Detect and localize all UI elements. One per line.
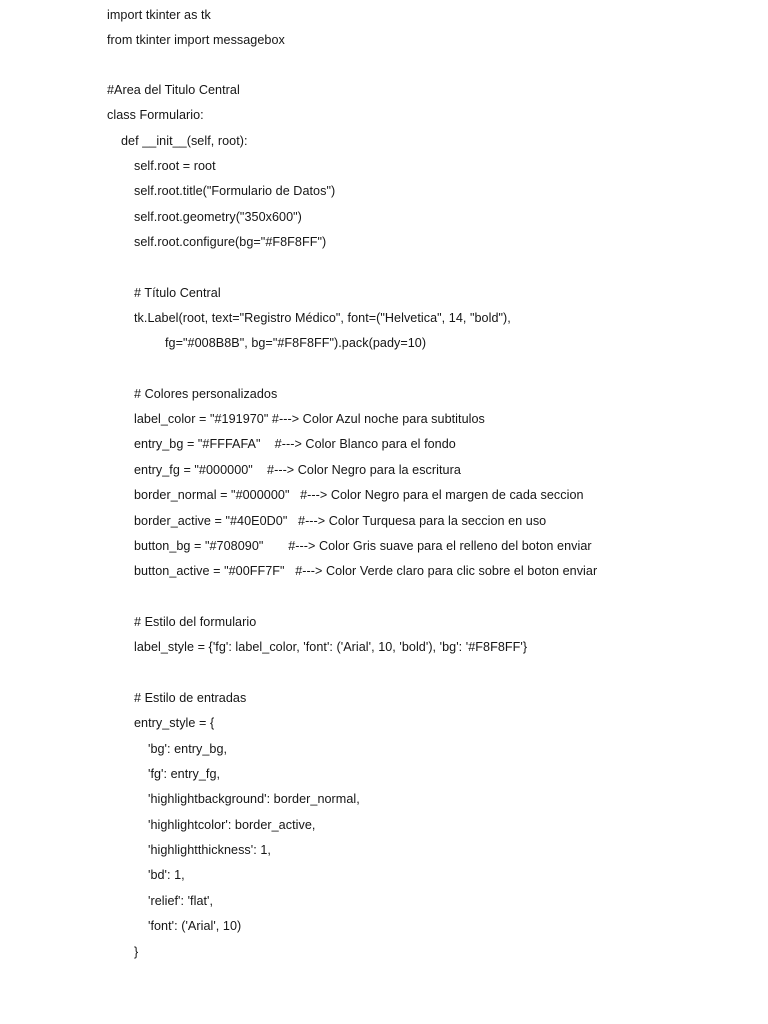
code-line-tk-label-continuation: fg="#008B8B", bg="#F8F8FF").pack(pady=10) — [165, 336, 427, 350]
code-line-entry-style-bd: 'bd': 1, — [148, 868, 185, 882]
code-line-estilo-formulario-comment: # Estilo del formulario — [134, 615, 257, 629]
code-line-entry-bg: entry_bg = "#FFFAFA" #---> Color Blanco para el fondo — [134, 437, 456, 451]
code-line-entry-fg: entry_fg = "#000000" #---> Color Negro para la escritura — [134, 463, 461, 477]
code-line-def-init: def __init__(self, root): — [121, 134, 248, 148]
code-line-entry-style-fg: 'fg': entry_fg, — [148, 767, 221, 781]
code-line-tk-label: tk.Label(root, text="Registro Médico", font=("Helvetica", 14, "bold"), — [134, 311, 511, 325]
code-line-entry-style-open: entry_style = { — [134, 716, 215, 730]
code-line-root-geometry: self.root.geometry("350x600") — [134, 210, 302, 224]
code-line-label-color: label_color = "#191970" #---> Color Azul noche para subtitulos — [134, 412, 485, 426]
code-line-entry-style-highlightbackground: 'highlightbackground': border_normal, — [148, 792, 360, 806]
code-line-area-comment: #Area del Titulo Central — [107, 83, 240, 97]
code-line-root-title: self.root.title("Formulario de Datos") — [134, 184, 336, 198]
code-line-entry-style-highlightthickness: 'highlightthickness': 1, — [148, 843, 271, 857]
code-line-titulo-comment: # Título Central — [134, 286, 221, 300]
code-line-border-normal: border_normal = "#000000" #---> Color Negro para el margen de cada seccion — [134, 488, 584, 502]
code-line-entry-style-close: } — [134, 945, 139, 959]
code-line-button-bg: button_bg = "#708090" #---> Color Gris suave para el relleno del boton enviar — [134, 539, 592, 553]
code-line-import-messagebox: from tkinter import messagebox — [107, 33, 285, 47]
code-line-class-formulario: class Formulario: — [107, 108, 204, 122]
code-line-label-style: label_style = {'fg': label_color, 'font': ('Arial', 10, 'bold'), 'bg': '#F8F8FF'} — [134, 640, 528, 654]
code-line-import-tkinter: import tkinter as tk — [107, 8, 211, 22]
code-line-estilo-entradas-comment: # Estilo de entradas — [134, 691, 247, 705]
code-line-button-active: button_active = "#00FF7F" #---> Color Verde claro para clic sobre el boton enviar — [134, 564, 598, 578]
code-line-border-active: border_active = "#40E0D0" #---> Color Turquesa para la seccion en uso — [134, 514, 547, 528]
code-line-colores-comment: # Colores personalizados — [134, 387, 278, 401]
code-line-root-configure: self.root.configure(bg="#F8F8FF") — [134, 235, 327, 249]
code-line-entry-style-bg: 'bg': entry_bg, — [148, 742, 228, 756]
code-line-self-root: self.root = root — [134, 159, 216, 173]
code-line-entry-style-relief: 'relief': 'flat', — [148, 894, 214, 908]
code-line-entry-style-font: 'font': ('Arial', 10) — [148, 919, 242, 933]
code-line-entry-style-highlightcolor: 'highlightcolor': border_active, — [148, 818, 316, 832]
